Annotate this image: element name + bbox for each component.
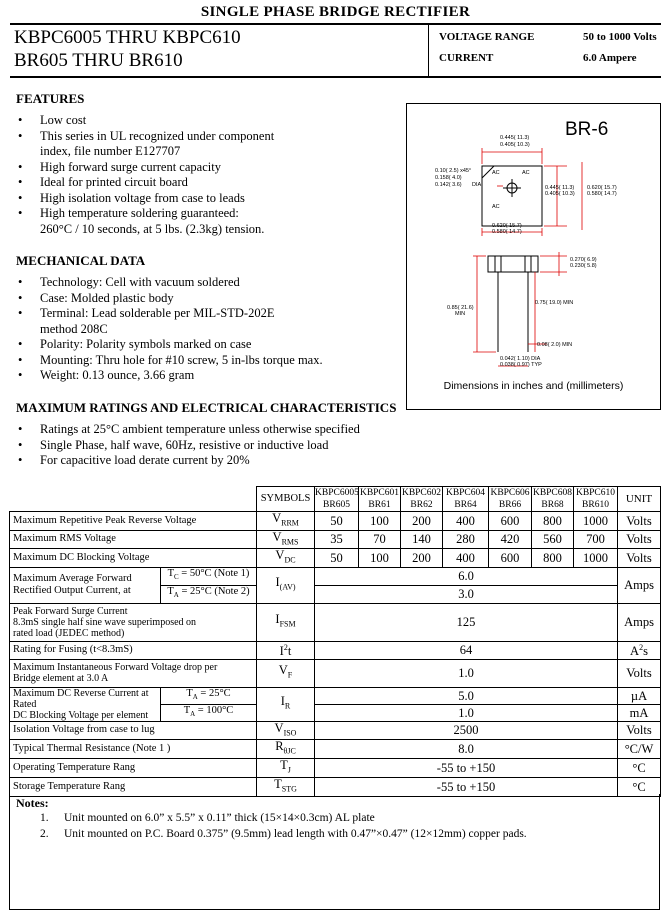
unit-cell: °C/W bbox=[618, 740, 661, 759]
part-header-a: KBPC6005 bbox=[315, 488, 359, 498]
symbol-cell bbox=[257, 641, 315, 659]
value-cell: 64 bbox=[315, 641, 618, 659]
symbol-text: I bbox=[280, 694, 285, 709]
mechanical-item: • Terminal: Lead solderable per MIL-STD-202E bbox=[16, 306, 406, 322]
svg-text:AC: AC bbox=[492, 170, 500, 176]
table-row bbox=[10, 530, 661, 549]
header-divider bbox=[428, 24, 429, 76]
symbol-subscript: (AV) bbox=[279, 582, 296, 592]
condition-cell bbox=[161, 585, 257, 603]
feature-item: • Low cost bbox=[16, 113, 396, 129]
symbol-text: V bbox=[272, 511, 282, 525]
unit-cell: Volts bbox=[618, 721, 661, 740]
notes-heading: Notes: bbox=[16, 796, 49, 810]
value-cell: -55 to +150 bbox=[315, 778, 618, 797]
value-cell: 200 bbox=[401, 549, 443, 568]
value-cell: 5.0 bbox=[315, 687, 618, 704]
svg-text:0.75( 19.0) MIN: 0.75( 19.0) MIN bbox=[535, 300, 574, 306]
table-row bbox=[10, 567, 661, 585]
param-label-line: 8.3mS single half sine wave superimposed on bbox=[13, 616, 197, 628]
cond-text: = 50°C (Note 1) bbox=[178, 568, 250, 580]
package-name: BR-6 bbox=[565, 119, 609, 140]
param-label: Storage Temperature Rang bbox=[10, 778, 257, 797]
svg-text:0.620( 15.7): 0.620( 15.7) bbox=[587, 185, 617, 191]
svg-text:DIA: DIA bbox=[472, 182, 482, 188]
value-cell: 400 bbox=[443, 549, 489, 568]
part-header-a: KBPC604 bbox=[445, 488, 486, 498]
svg-text:0.445( 11.3): 0.445( 11.3) bbox=[545, 185, 575, 191]
unit-cell: Volts bbox=[618, 512, 661, 531]
svg-text:0.230( 5.8): 0.230( 5.8) bbox=[570, 263, 597, 269]
unit-cell: mA bbox=[618, 704, 661, 721]
param-label: Rating for Fusing (t<8.3mS) bbox=[10, 641, 257, 659]
unit-cell: Volts bbox=[618, 530, 661, 549]
svg-text:0.08( 2.0) MIN: 0.08( 2.0) MIN bbox=[537, 342, 573, 348]
symbol-cell bbox=[257, 687, 315, 721]
value-cell: 1.0 bbox=[315, 704, 618, 721]
current-label: CURRENT bbox=[439, 52, 494, 64]
part-header-b: BR64 bbox=[454, 500, 477, 510]
svg-text:0.580( 14.7): 0.580( 14.7) bbox=[492, 229, 522, 235]
part-number-line-2: BR605 THRU BR610 bbox=[14, 50, 183, 71]
package-outline-drawing bbox=[407, 104, 660, 409]
symbol-text: I bbox=[275, 612, 280, 627]
feature-item: • High isolation voltage from case to leads bbox=[16, 191, 396, 207]
part-header-a: KBPC610 bbox=[575, 488, 616, 498]
value-cell: 100 bbox=[359, 512, 401, 531]
part-header bbox=[489, 487, 532, 512]
feature-item: • High forward surge current capacity bbox=[16, 160, 396, 176]
svg-text:0.405( 10.3): 0.405( 10.3) bbox=[545, 191, 575, 197]
cond-text: T bbox=[167, 586, 174, 598]
note-number: 1. bbox=[40, 812, 49, 824]
table-header-row bbox=[10, 487, 661, 512]
symbol-text: I bbox=[275, 575, 280, 590]
param-label bbox=[10, 567, 161, 603]
svg-text:AC: AC bbox=[492, 204, 500, 210]
symbol-cell bbox=[257, 512, 315, 531]
ratings-heading: MAXIMUM RATINGS AND ELECTRICAL CHARACTERISTICS bbox=[16, 400, 397, 415]
svg-text:0.405( 10.3): 0.405( 10.3) bbox=[500, 142, 530, 148]
svg-text:0.038( 0.97) TYP: 0.038( 0.97) TYP bbox=[500, 362, 542, 368]
value-cell: 2500 bbox=[315, 721, 618, 740]
mechanical-item-continuation: method 208C bbox=[40, 321, 108, 336]
header-blank-cell bbox=[10, 487, 257, 512]
unit-text: A bbox=[630, 644, 640, 659]
value-cell: 140 bbox=[401, 530, 443, 549]
symbol-cell bbox=[257, 603, 315, 641]
unit-cell bbox=[618, 641, 661, 659]
table-row bbox=[10, 641, 661, 659]
mechanical-item: • Mounting: Thru hole for #10 screw, 5 in-lbs torque max. bbox=[16, 353, 406, 369]
ratings-table bbox=[9, 486, 661, 797]
symbol-subscript: θJC bbox=[283, 746, 296, 756]
symbol-subscript: ISO bbox=[283, 728, 297, 737]
mechanical-heading: MECHANICAL DATA bbox=[16, 253, 146, 268]
note-text: Unit mounted on P.C. Board 0.375” (9.5mm) lead length with 0.47”×0.47” (12×12mm) copper pads. bbox=[64, 828, 527, 840]
value-cell: 8.0 bbox=[315, 740, 618, 759]
param-label: Isolation Voltage from case to lug bbox=[10, 721, 257, 740]
note-text: Unit mounted on 6.0” x 5.5” x 0.11” thick (15×14×0.3cm) AL plate bbox=[64, 812, 375, 824]
table-row bbox=[10, 759, 661, 778]
symbol-cell bbox=[257, 530, 315, 549]
package-caption: Dimensions in inches and (millimeters) bbox=[443, 380, 624, 392]
symbol-cell bbox=[257, 721, 315, 740]
param-label-line: Maximum Average Forward bbox=[13, 573, 132, 584]
unit-cell: Amps bbox=[618, 567, 661, 603]
unit-cell: Amps bbox=[618, 603, 661, 641]
svg-text:0.85( 21.6): 0.85( 21.6) bbox=[447, 305, 474, 311]
symbol-subscript: RRM bbox=[281, 518, 299, 528]
svg-text:MIN: MIN bbox=[455, 311, 466, 317]
param-label bbox=[10, 603, 257, 641]
mechanical-item: • Technology: Cell with vacuum soldered bbox=[16, 275, 406, 291]
param-label-line: rated load (JEDEC method) bbox=[13, 627, 125, 639]
value-cell: 560 bbox=[532, 530, 574, 549]
ratings-item: • Single Phase, half wave, 60Hz, resistive or inductive load bbox=[16, 438, 416, 454]
current-value: 6.0 Ampere bbox=[583, 52, 637, 64]
part-header-a: KBPC602 bbox=[401, 488, 442, 498]
part-header bbox=[532, 487, 574, 512]
symbol-text: V bbox=[274, 720, 284, 735]
condition-cell bbox=[161, 567, 257, 585]
symbol-text: R bbox=[275, 739, 284, 754]
symbols-header: SYMBOLS bbox=[257, 487, 315, 512]
value-cell: 280 bbox=[443, 530, 489, 549]
param-label-line: DC Blocking Voltage per element bbox=[13, 709, 149, 721]
unit-cell: Volts bbox=[618, 659, 661, 687]
symbol-cell bbox=[257, 759, 315, 778]
value-cell: 200 bbox=[401, 512, 443, 531]
unit-cell: µA bbox=[618, 687, 661, 704]
cond-subscript: A bbox=[190, 710, 196, 719]
mechanical-item: • Case: Molded plastic body bbox=[16, 291, 406, 307]
part-header-a: KBPC606 bbox=[490, 488, 530, 498]
part-header bbox=[315, 487, 359, 512]
cond-text: = 25°C bbox=[197, 687, 231, 699]
mechanical-item: • Weight: 0.13 ounce, 3.66 gram bbox=[16, 368, 406, 384]
table-row bbox=[10, 603, 661, 641]
unit-cell: Volts bbox=[618, 549, 661, 568]
symbol-subscript: FSM bbox=[279, 619, 296, 629]
mechanical-item: • Polarity: Polarity symbols marked on case bbox=[16, 337, 406, 353]
part-header-b: BR61 bbox=[368, 500, 391, 510]
value-cell: 800 bbox=[532, 549, 574, 568]
symbol-cell bbox=[257, 740, 315, 759]
unit-cell: °C bbox=[618, 778, 661, 797]
param-label: Maximum DC Blocking Voltage bbox=[10, 549, 257, 568]
svg-text:0.580( 14.7): 0.580( 14.7) bbox=[587, 191, 617, 197]
part-header-b: BR68 bbox=[541, 500, 564, 510]
value-cell: 70 bbox=[359, 530, 401, 549]
value-cell: 100 bbox=[359, 549, 401, 568]
table-row bbox=[10, 659, 661, 687]
unit-header: UNIT bbox=[618, 487, 661, 512]
voltage-range-label: VOLTAGE RANGE bbox=[439, 31, 535, 43]
voltage-range-value: 50 to 1000 Volts bbox=[583, 31, 657, 43]
param-label bbox=[10, 687, 161, 721]
part-header-a: KBPC608 bbox=[532, 488, 573, 498]
header-bottom-rule bbox=[10, 76, 661, 78]
symbol-text: T bbox=[274, 777, 282, 792]
value-cell: 1.0 bbox=[315, 659, 618, 687]
value-cell: 1000 bbox=[574, 512, 618, 531]
part-header bbox=[401, 487, 443, 512]
value-cell: 3.0 bbox=[315, 585, 618, 603]
cond-subscript: A bbox=[173, 591, 179, 600]
svg-text:0.142( 3.6): 0.142( 3.6) bbox=[435, 182, 462, 188]
cond-text: = 100°C bbox=[195, 704, 234, 716]
symbol-cell bbox=[257, 549, 315, 568]
feature-item: • Ideal for printed circuit board bbox=[16, 175, 396, 191]
table-row bbox=[10, 549, 661, 568]
symbol-superscript: 2 bbox=[283, 643, 288, 653]
symbol-cell bbox=[257, 659, 315, 687]
value-cell: 700 bbox=[574, 530, 618, 549]
ratings-item: • Ratings at 25°C ambient temperature unless otherwise specified bbox=[16, 422, 416, 438]
svg-text:AC: AC bbox=[522, 170, 530, 176]
condition-cell bbox=[161, 687, 257, 704]
value-cell: 50 bbox=[315, 512, 359, 531]
part-header-b: BR62 bbox=[410, 500, 433, 510]
param-label-line: Peak Forward Surge Current bbox=[13, 605, 128, 617]
table-row bbox=[10, 740, 661, 759]
unit-text: s bbox=[643, 644, 648, 659]
header-top-rule bbox=[10, 23, 661, 25]
feature-item-continuation: 260°C / 10 seconds, at 5 lbs. (2.3kg) tension. bbox=[40, 221, 265, 236]
value-cell: 1000 bbox=[574, 549, 618, 568]
param-label-line: Maximum DC Reverse Current at Rated bbox=[13, 687, 149, 710]
value-cell: 600 bbox=[489, 549, 532, 568]
mechanical-list bbox=[16, 275, 406, 384]
param-label-line: Bridge element at 3.0 A bbox=[13, 673, 109, 684]
param-label: Operating Temperature Rang bbox=[10, 759, 257, 778]
condition-cell bbox=[161, 704, 257, 721]
svg-text:0.10( 2.5) x45°: 0.10( 2.5) x45° bbox=[435, 168, 472, 174]
svg-text:0.445( 11.3): 0.445( 11.3) bbox=[500, 135, 530, 141]
cond-text: T bbox=[183, 704, 191, 716]
cond-subscript: C bbox=[173, 573, 179, 582]
table-row bbox=[10, 721, 661, 740]
symbol-subscript: RMS bbox=[281, 537, 299, 546]
note-number: 2. bbox=[40, 828, 49, 840]
symbol-subscript: DC bbox=[284, 555, 296, 565]
symbol-text: t bbox=[287, 644, 292, 659]
ratings-item: • For capacitive load derate current by 20% bbox=[16, 453, 416, 469]
value-cell: -55 to +150 bbox=[315, 759, 618, 778]
features-heading: FEATURES bbox=[16, 91, 85, 106]
part-header bbox=[359, 487, 401, 512]
part-header-b: BR610 bbox=[582, 500, 609, 510]
param-label-line: Rectified Output Current, at bbox=[13, 585, 131, 596]
value-cell: 6.0 bbox=[315, 567, 618, 585]
part-header bbox=[574, 487, 618, 512]
feature-item-continuation: index, file number E127707 bbox=[40, 144, 181, 158]
table-row bbox=[10, 512, 661, 531]
feature-item: • This series in UL recognized under component bbox=[16, 129, 396, 145]
value-cell: 800 bbox=[532, 512, 574, 531]
symbol-cell bbox=[257, 567, 315, 603]
part-header-b: BR605 bbox=[323, 500, 350, 510]
note-item bbox=[40, 812, 375, 824]
note-item bbox=[40, 828, 527, 840]
value-cell: 35 bbox=[315, 530, 359, 549]
package-drawing bbox=[406, 103, 661, 410]
value-cell: 600 bbox=[489, 512, 532, 531]
symbol-text: I bbox=[279, 644, 284, 659]
feature-item: • High temperature soldering guaranteed: bbox=[16, 206, 396, 222]
param-label: Maximum Repetitive Peak Reverse Voltage bbox=[10, 512, 257, 531]
value-cell: 400 bbox=[443, 512, 489, 531]
unit-cell: °C bbox=[618, 759, 661, 778]
symbol-subscript: J bbox=[287, 765, 291, 775]
symbol-subscript: STG bbox=[281, 784, 297, 794]
table-row bbox=[10, 687, 661, 704]
page-title: SINGLE PHASE BRIDGE RECTIFIER bbox=[200, 4, 471, 20]
symbol-subscript: F bbox=[287, 670, 293, 680]
symbol-subscript: R bbox=[284, 701, 291, 711]
param-label bbox=[10, 659, 257, 687]
cond-text: = 25°C (Note 2) bbox=[178, 586, 250, 598]
part-number-line-1: KBPC6005 THRU KBPC610 bbox=[14, 27, 241, 48]
part-header-b: BR66 bbox=[498, 500, 522, 510]
features-list bbox=[16, 113, 396, 237]
svg-text:0.620( 15.7): 0.620( 15.7) bbox=[492, 223, 522, 229]
cond-text: T bbox=[167, 568, 174, 580]
symbol-text: V bbox=[278, 663, 288, 678]
param-label-line: Maximum Instantaneous Forward Voltage drop per bbox=[13, 662, 218, 673]
svg-text:0.270( 6.9): 0.270( 6.9) bbox=[570, 257, 597, 263]
param-label: Maximum RMS Voltage bbox=[10, 530, 257, 549]
param-label: Typical Thermal Resistance (Note 1 ) bbox=[10, 740, 257, 759]
unit-superscript: 2 bbox=[639, 643, 644, 653]
svg-text:0.042( 1.10) DIA: 0.042( 1.10) DIA bbox=[500, 356, 541, 362]
cond-text: T bbox=[186, 687, 193, 699]
ratings-list bbox=[16, 422, 416, 469]
svg-text:0.158( 4.0): 0.158( 4.0) bbox=[435, 175, 462, 181]
symbol-text: V bbox=[272, 529, 282, 544]
cond-subscript: A bbox=[192, 693, 198, 702]
value-cell: 420 bbox=[489, 530, 532, 549]
notes-box bbox=[9, 794, 660, 910]
symbol-text: V bbox=[275, 548, 285, 562]
value-cell: 50 bbox=[315, 549, 359, 568]
symbol-text: T bbox=[280, 758, 288, 773]
part-header-a: KBPC601 bbox=[359, 488, 400, 498]
value-cell: 125 bbox=[315, 603, 618, 641]
part-header bbox=[443, 487, 489, 512]
